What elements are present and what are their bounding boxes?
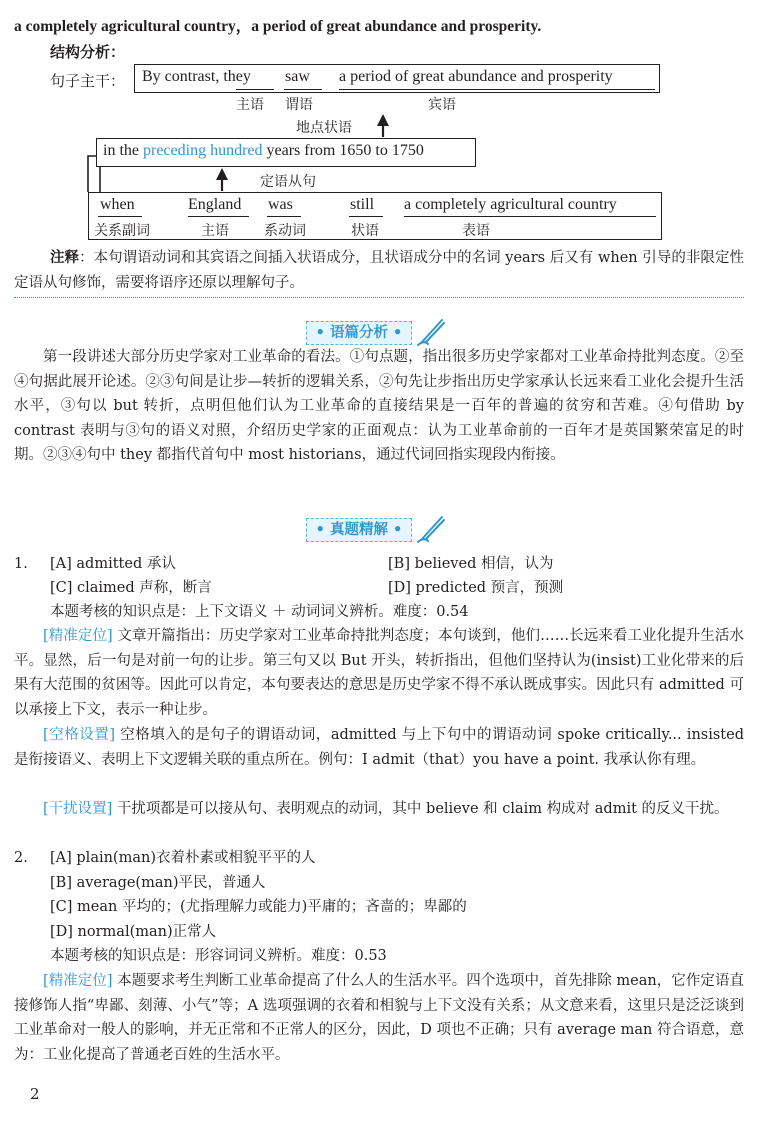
object-underline [339,89,655,90]
q1-number: 1. [14,556,28,572]
clause-word-england: England [188,196,242,213]
note-label: 注释 [50,249,80,266]
note-paragraph [14,246,744,295]
q1-blank-setting [14,723,744,772]
q2-tag-precise: [精准定位] [43,973,113,989]
adverbial-phrase: in the preceding hundred years from 1650 to 1750 [103,142,424,159]
structure-heading: 结构分析： [50,43,126,61]
clause-underline-4 [349,216,383,217]
clause-word-when: when [100,196,135,213]
top-sentence: a completely agricultural country，a period of great abundance and prosperity. [14,18,542,35]
clause-underline-3 [267,216,301,217]
q2-option-c: [C] mean 平均的；(尤指理解力或能力)平庸的；吝啬的；卑鄙的 [50,899,467,915]
pen-icon [414,314,448,348]
q2-option-b: [B] average(man)平民，普通人 [50,875,266,891]
clause-role-5: 表语 [462,223,490,239]
adverbial-highlight: preceding hundred [143,142,263,159]
pen-icon-2 [414,511,448,545]
q1-tag-blank: [空格设置] [43,727,116,743]
clause-word-predicative: a completely agricultural country [404,196,617,213]
page-number: 2 [30,1085,40,1103]
note-text: ：本句谓语动词和其宾语之间插入状语成分，且状语成分中的名词 years 后又有 when 引导的非限定性定语从句修饰，需要将语序还原以理解句子。 [14,250,744,291]
verb-underline [284,89,322,90]
q1-tag-distractor: [干扰设置] [43,801,113,817]
clause-role-1: 关系副词 [94,223,150,239]
q1-option-c: [C] claimed 声称，断言 [50,580,212,596]
clause-role-3: 系动词 [264,223,306,239]
main-object: a period of great abundance and prosperity [339,68,613,85]
main-subject: By contrast, they [142,68,251,85]
q2-precise-text: 本题要求考生判断工业革命提高了什么人的生活水平。四个选项中，首先排除 mean，它作定语直接修饰人指“卑鄙、刻薄、小气”等；A 选项强调的衣着和相貌与上下文没有关系；从文意来看，这里只是泛泛谈到工业革命对一般人的影响，并无正常和不正常人的区分，因此，D 项也不正确；只有 average man 符合语意，意为：工业化提高了普通老百姓的生活水平。 [14,973,744,1063]
q2-knowledge: 本题考核的知识点是：形容词词义辨析。难度：0.53 [50,948,387,964]
analysis-paragraph: 第一段讲述大部分历史学家对工业革命的看法。①句点题，指出很多历史学家都对工业革命持批判态度。②至④句据此展开论述。②③句间是让步—转折的逻辑关系，②句先让步指出历史学家承认长远来看工业化会提升生活水平，③句以 but 转折，点明但他们认为工业革命的直接结果是一百年的普遍的贫穷和苦难。④句借助 by contrast 表明与③句的语义对照，介绍历史学家的正面观点：认为工业革命前的一百年才是英国繁荣富足的时期。②③④句中 they 都指代首句中 most historians，通过代词回指实现段内衔接。 [14,349,744,464]
q2-option-a: [A] plain(man)衣着朴素或相貌平平的人 [50,850,316,866]
q2-precise-location [14,969,744,1067]
q1-blank-text: 空格填入的是句子的谓语动词，admitted 与上下句中的谓语动词 spoke critically... insisted 是衔接语义、表明上下文逻辑关联的重点所在。例句：I admit（that）you have a point. 我承认你有理。 [14,727,744,768]
q1-option-b: [B] believed 相信，认为 [388,556,554,572]
q1-tag-precise: [精准定位] [43,628,113,644]
main-clause-label: 句子主干： [50,72,126,90]
q1-option-a: [A] admitted 承认 [50,556,176,572]
clause-underline-2 [188,216,249,217]
clause-role-2: 主语 [201,223,229,239]
adverbial-label: 地点状语 [296,120,352,136]
clause-role-4: 状语 [351,223,379,239]
q1-distractor-setting [14,797,744,822]
subject-role: 主语 [236,97,264,113]
q1-precise-text: 文章开篇指出：历史学家对工业革命持批判态度；本句谈到，他们……长远来看工业化提升生活水平。显然，后一句是对前一句的让步。第三句又以 But 开头，转折指出，但他们坚持认为(insist)工业化带来的后果有大范围的贫困等。因此可以肯定，本句要表达的意思是历史学家不得不承认既成事实。因此只有 admitted 可以承接上下文，表示一种让步。 [14,628,744,718]
q1-knowledge: 本题考核的知识点是：上下文语义 ＋ 动词词义辨析。难度：0.54 [50,604,469,620]
q1-precise-location [14,624,744,722]
section-exam-explanation: • 真题精解 • [306,518,412,542]
clause-word-still: still [350,196,375,213]
subject-underline [236,89,274,90]
section-discourse-analysis: • 语篇分析 • [306,321,412,345]
object-role: 宾语 [428,97,456,113]
main-verb: saw [285,68,310,85]
q1-distractor-text: 干扰项都是可以接从句、表明观点的动词，其中 believe 和 claim 构成对 admit 的反义干扰。 [112,801,729,817]
dotted-divider [14,297,744,298]
clause-underline-5 [404,216,656,217]
clause-word-was: was [268,196,293,213]
attributive-label: 定语从句 [260,174,316,190]
q2-number: 2. [14,850,28,866]
clause-underline-1 [98,216,142,217]
verb-role: 谓语 [285,97,313,113]
q1-option-d: [D] predicted 预言，预测 [388,580,564,596]
q2-option-d: [D] normal(man)正常人 [50,924,217,940]
